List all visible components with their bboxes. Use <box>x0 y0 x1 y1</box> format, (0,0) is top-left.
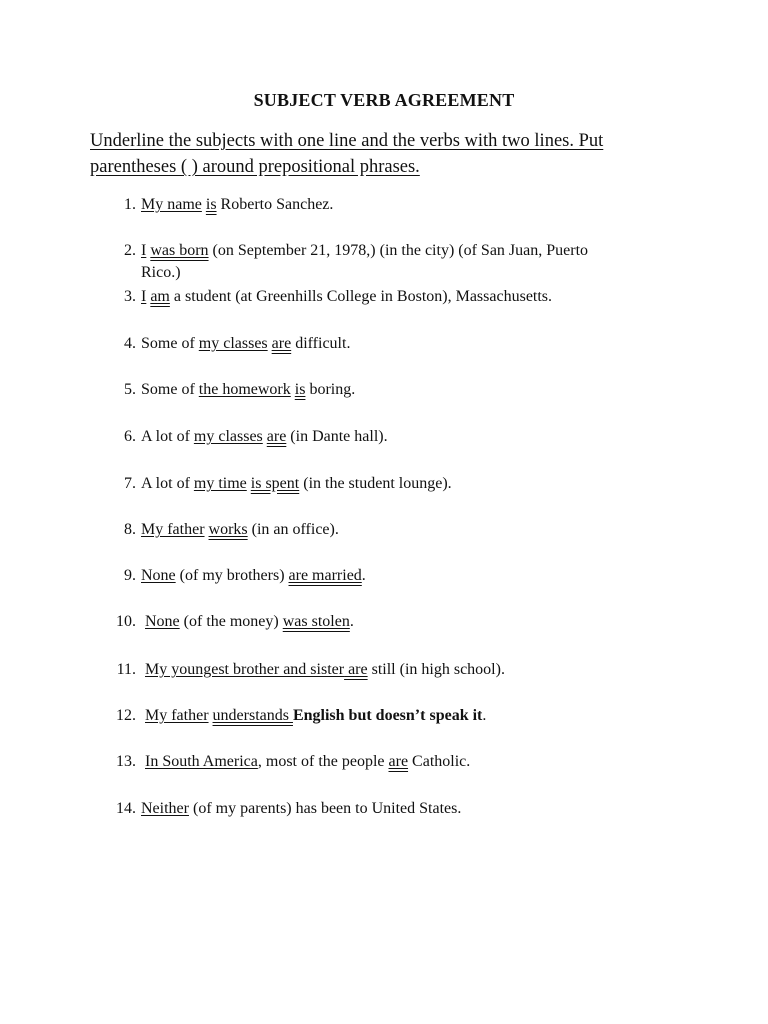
item-text <box>141 565 651 587</box>
item-rest: (in the student lounge). <box>299 475 452 492</box>
item-subject: I <box>141 242 147 259</box>
item-text <box>145 751 655 773</box>
item-number: 11. <box>116 661 136 678</box>
item-text <box>141 194 651 216</box>
item-number: 13. <box>116 753 136 770</box>
item-prefix: Some of <box>141 381 199 398</box>
item-number: 8. <box>124 521 136 538</box>
instructions <box>90 128 690 180</box>
item-subject: I <box>141 288 147 305</box>
item-subject: My name <box>141 196 202 213</box>
item-number: 12. <box>116 707 136 724</box>
item-rest: Roberto Sanchez. <box>216 196 334 213</box>
item-prefix: A lot of <box>141 475 194 492</box>
item-number: 6. <box>124 428 136 445</box>
item-subject: the homework <box>198 381 291 398</box>
item-rest: (in Dante hall). <box>286 428 388 445</box>
item-number: 5. <box>124 381 136 398</box>
item-rest: boring. <box>305 381 356 398</box>
item-subject: my classes <box>198 335 268 352</box>
item-rest: . <box>361 567 366 584</box>
item-rest: (of my parents) has been to United States. <box>188 800 462 817</box>
item-verb: are <box>271 335 292 352</box>
item-continuation: Rico.) <box>141 264 181 281</box>
item-text <box>141 473 651 495</box>
item-verb: is <box>294 381 306 398</box>
item-number: 9. <box>124 567 136 584</box>
item-verb: am <box>150 288 170 305</box>
item-number: 3. <box>124 288 136 305</box>
item-text <box>141 379 651 401</box>
item-verb: understands <box>212 707 293 724</box>
item-rest: . <box>349 613 354 630</box>
instructions-line-2: parentheses ( ) around prepositional phrases. <box>90 157 420 177</box>
item-verb: works <box>208 521 248 538</box>
item-number: 14. <box>116 800 136 817</box>
item-text <box>141 286 651 308</box>
item-text <box>141 240 651 284</box>
item-middle: (of my brothers) <box>175 567 289 584</box>
item-text <box>145 659 655 681</box>
item-rest: Catholic. <box>408 753 471 770</box>
page-title: SUBJECT VERB AGREEMENT <box>253 90 515 110</box>
item-text <box>145 611 655 633</box>
item-number: 2. <box>124 242 136 259</box>
instructions-line-1: Underline the subjects with one line and the verbs with two lines. Put <box>90 131 604 151</box>
item-rest: (in an office). <box>247 521 339 538</box>
item-subject: my time <box>193 475 247 492</box>
item-subject: Neither <box>141 800 189 817</box>
item-text <box>141 519 651 541</box>
item-verb: are <box>266 428 287 445</box>
item-verb: is <box>205 196 217 213</box>
item-bold-text: English but doesn’t speak it <box>292 707 483 724</box>
item-rest: a student (at Greenhills College in Boston), Massachusetts. <box>169 288 553 305</box>
item-verb: was stolen <box>282 613 350 630</box>
item-prefix: Some of <box>141 335 199 352</box>
item-verb: are <box>388 753 409 770</box>
item-number: 4. <box>124 335 136 352</box>
item-subject: My father <box>145 707 209 724</box>
item-verb: are married <box>288 567 362 584</box>
item-subject: None <box>141 567 176 584</box>
item-verb: is spent <box>250 475 300 492</box>
item-prefix: A lot of <box>141 428 194 445</box>
item-text <box>141 426 651 448</box>
item-subject: None <box>145 613 180 630</box>
item-text <box>145 705 655 727</box>
item-text <box>141 798 651 820</box>
item-number: 7. <box>124 475 136 492</box>
item-rest: . <box>482 707 487 724</box>
item-middle: , most of the people <box>257 753 389 770</box>
item-number: 1. <box>124 196 136 213</box>
item-text <box>141 333 651 355</box>
item-number: 10. <box>116 613 136 630</box>
item-verb: was born <box>150 242 209 259</box>
item-rest: (on September 21, 1978,) (in the city) (of San Juan, Puerto <box>208 242 589 259</box>
item-verb: are <box>344 661 368 678</box>
item-subject: In South America <box>145 753 258 770</box>
item-subject: My father <box>141 521 205 538</box>
item-rest: difficult. <box>291 335 351 352</box>
item-rest: still (in high school). <box>367 661 505 678</box>
item-subject: My youngest brother and sister <box>145 661 345 678</box>
item-subject: my classes <box>193 428 263 445</box>
item-middle: (of the money) <box>179 613 283 630</box>
